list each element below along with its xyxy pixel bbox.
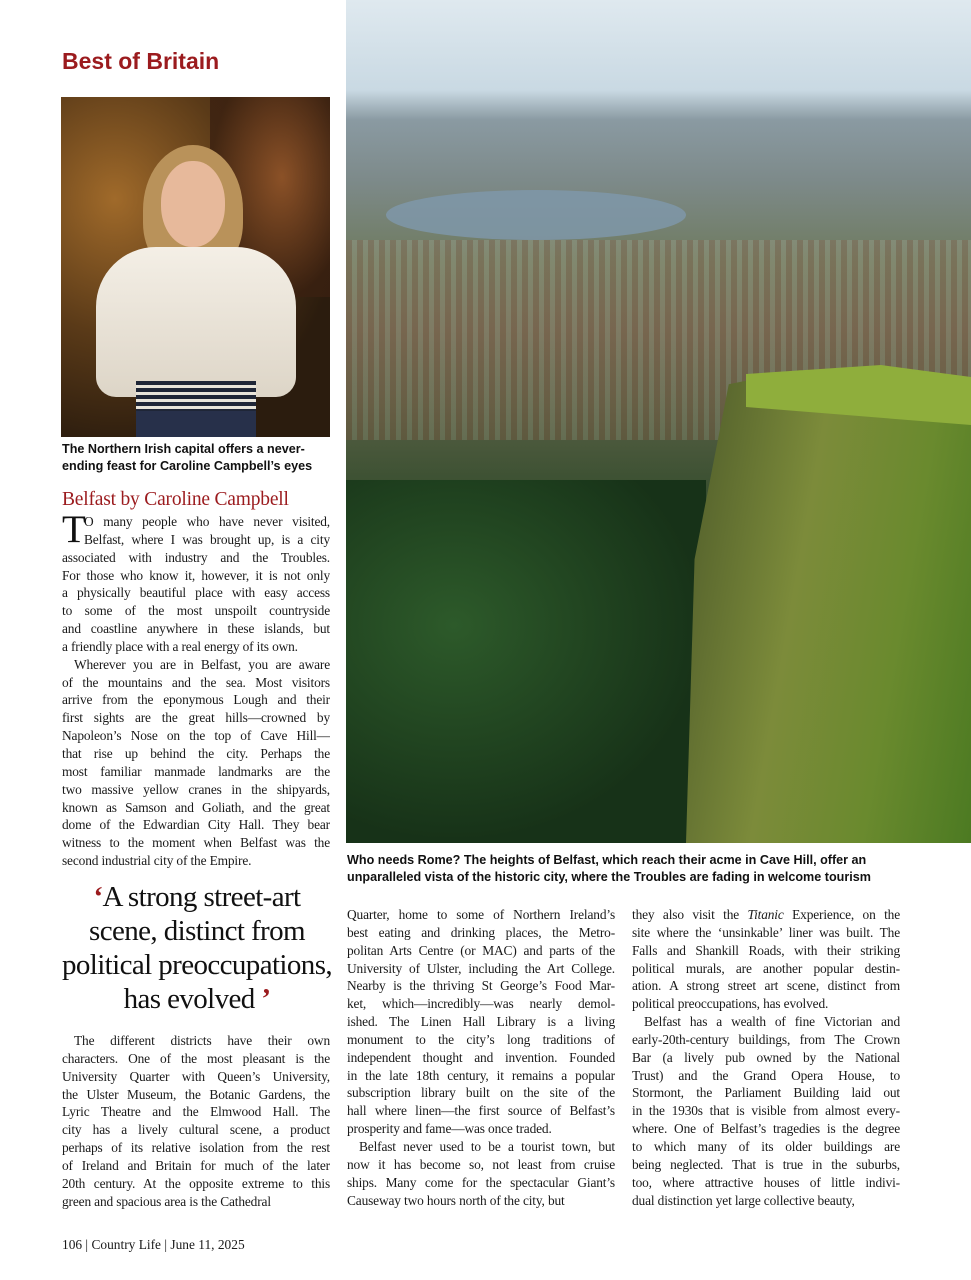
cave-hill-belfast-photo [346, 0, 971, 843]
body-text-line: the Ulster Museum, the Botanic Gardens, the [62, 1086, 330, 1102]
section-heading: Best of Britain [62, 48, 220, 74]
body-text-line: subscription library built on the site of the [347, 1085, 615, 1101]
caption-line: Who needs Rome? The heights of Belfast, which reach their acme in Cave Hill, offer an [347, 853, 867, 867]
body-text-line: arrive from the eponymous Lough and their [62, 692, 330, 708]
body-text-line: second industrial city of the Empire. [62, 853, 252, 869]
body-text-line: independent thought and invention. Founded [347, 1049, 615, 1065]
caption-line: ending feast for Caroline Campbell’s eyes [62, 459, 313, 473]
pull-quote-line: scene, distinct from [89, 915, 305, 947]
caption-line: The Northern Irish capital offers a never- [62, 442, 305, 456]
body-text-line: associated with industry and the Troubles. [62, 549, 330, 565]
body-text-line: politan Arts Centre (or MAC) and parts of the [347, 942, 615, 958]
body-text-line: and coastline anywhere in these islands, but [62, 621, 330, 637]
body-text-line: perhaps of its relative isolation from the rest [62, 1140, 330, 1156]
body-text-line: Lyric Theatre and the Elmwood Hall. The [62, 1104, 330, 1120]
body-text-line: The different districts have their own [74, 1033, 330, 1048]
body-text-line: Belfast has a wealth of fine Victorian and [644, 1014, 900, 1030]
column-1-bottom [62, 1032, 330, 1210]
body-text-line: ships. Many come for the spectacular Giant’s [347, 1174, 615, 1190]
open-quote-mark: ‘ [93, 881, 103, 913]
column-3 [632, 906, 900, 1209]
body-text-line: Napoleon’s Nose on the top of Cave Hill— [62, 728, 330, 744]
body-text-line: being neglected. That is true in the suburbs, [632, 1156, 900, 1172]
body-text-line: Falls and Shankill Roads, with their striking [632, 942, 900, 958]
body-text-line: 20th century. At the opposite extreme to this [62, 1175, 330, 1191]
photo-caption [347, 852, 967, 886]
body-text-line: ished. The Linen Hall Library is a living [347, 1014, 615, 1030]
body-text-line: dome of the Edwardian City Hall. They bear [62, 817, 330, 833]
body-text-line: Nearby is the thriving St George’s Food Mar- [347, 978, 615, 994]
portrait-caption [62, 441, 337, 475]
body-text-line: University Quarter with Queen’s University, [62, 1068, 330, 1084]
column-1-top [62, 513, 330, 870]
folio: 106 | Country Life | June 11, 2025 [62, 1237, 245, 1252]
body-text-line: best eating and drinking places, the Metro- [347, 924, 615, 940]
body-text-line: city has a lively cultural scene, a product [62, 1122, 330, 1138]
body-text-line: Belfast, where I was brought up, is a city [84, 531, 330, 547]
author-portrait-photo [61, 97, 330, 437]
portrait-skirt [136, 411, 256, 437]
body-text-line: political preoccupations, has evolved. [632, 996, 829, 1012]
body-text-line: early-20th-century buildings, from The Crown [632, 1031, 900, 1047]
body-text-line: Quarter, home to some of Northern Ireland’s [347, 907, 615, 922]
body-text-line: hall where linen—the first source of Belfast’s [347, 1103, 615, 1119]
portrait-face [161, 161, 225, 247]
body-text-line: Bar (a lively pub owned by the National [632, 1049, 900, 1065]
body-text-line: University of Ulster, including the Art College. [347, 960, 615, 976]
body-text-line: to which many of its older buildings are [632, 1138, 900, 1154]
body-text-line: they also visit the Titanic Experience, on the [632, 907, 900, 922]
body-text-line: two massive yellow cranes in the shipyards, [62, 781, 330, 797]
body-text-line: site where the ‘unsinkable’ liner was built. The [632, 924, 900, 940]
body-text-line: in the 1930s that is visible from almost every- [632, 1103, 900, 1119]
pull-quote [56, 880, 338, 1016]
pull-quote-line: has evolved [123, 983, 255, 1015]
body-text-line: witness to the moment when Belfast was the [62, 835, 330, 851]
drop-cap: T [62, 508, 86, 551]
body-text-line: ation. A strong street art scene, distinct from [632, 978, 900, 994]
body-text-line: ket, which—incredibly—was nearly demol- [347, 996, 615, 1012]
body-text-line: too, where attractive houses of little indivi- [632, 1174, 900, 1190]
cave-hill-cliff [686, 370, 971, 843]
body-text-line: in the late 18th century, it remains a popular [347, 1067, 615, 1083]
pull-quote-line: political preoccupations, [61, 949, 333, 981]
body-text-line: Trust) and the Grand Opera House, to [632, 1067, 900, 1083]
column-2 [347, 906, 615, 1209]
italic-title: Titanic [747, 907, 784, 922]
forest [346, 480, 706, 843]
body-text-line: green and spacious area is the Cathedral [62, 1193, 271, 1209]
body-text-line: political murals, are another popular destin- [632, 960, 900, 976]
body-text-line: first sights are the great hills—crowned by [62, 710, 330, 726]
body-text-line: Wherever you are in Belfast, you are aware [74, 656, 330, 672]
body-text-line: of the mountains and the sea. Most visitors [62, 674, 330, 690]
body-text-line: that rise up behind the city. Perhaps the [62, 745, 330, 761]
close-quote-mark: ’ [261, 983, 271, 1015]
portrait-belt [136, 381, 256, 411]
body-text-line: monument to the city’s long traditions of [347, 1031, 615, 1047]
byline: Belfast by Caroline Campbell [62, 489, 289, 510]
body-text-line: Stormont, the Parliament Building laid out [632, 1085, 900, 1101]
body-text-line: Belfast never used to be a tourist town, but [359, 1138, 615, 1154]
body-text-line: Causeway two hours north of the city, but [347, 1192, 565, 1208]
body-text-line: where. One of Belfast’s tragedies is the degree [632, 1121, 900, 1137]
pull-quote-line: A strong street-art [102, 881, 301, 913]
body-text-line: most familiar manmade landmarks are the [62, 763, 330, 779]
body-text-line: O many people who have never visited, [84, 514, 330, 529]
body-text-line: of Ireland and Britain for much of the later [62, 1157, 330, 1173]
portrait-blouse [96, 247, 296, 397]
body-text-line: known as Samson and Goliath, and the great [62, 799, 330, 815]
body-text-line: to some of the most unspoilt countryside [62, 603, 330, 619]
body-text-line: For those who know it, however, it is not only [62, 567, 330, 583]
body-text-line: dual distinction yet large collective beauty, [632, 1192, 855, 1208]
body-text-line: characters. One of the most pleasant is the [62, 1050, 330, 1066]
body-text-line: a friendly place with a real energy of its own. [62, 638, 298, 654]
body-text-line: now it has become so, not least from cruise [347, 1156, 615, 1172]
caption-line: unparalleled vista of the historic city, where the Troubles are fading in welcome tourism [347, 870, 871, 884]
body-text-line: prosperity and fame—was once traded. [347, 1121, 552, 1137]
belfast-lough [386, 190, 686, 240]
body-text-line: a physically beautiful place with easy access [62, 585, 330, 601]
